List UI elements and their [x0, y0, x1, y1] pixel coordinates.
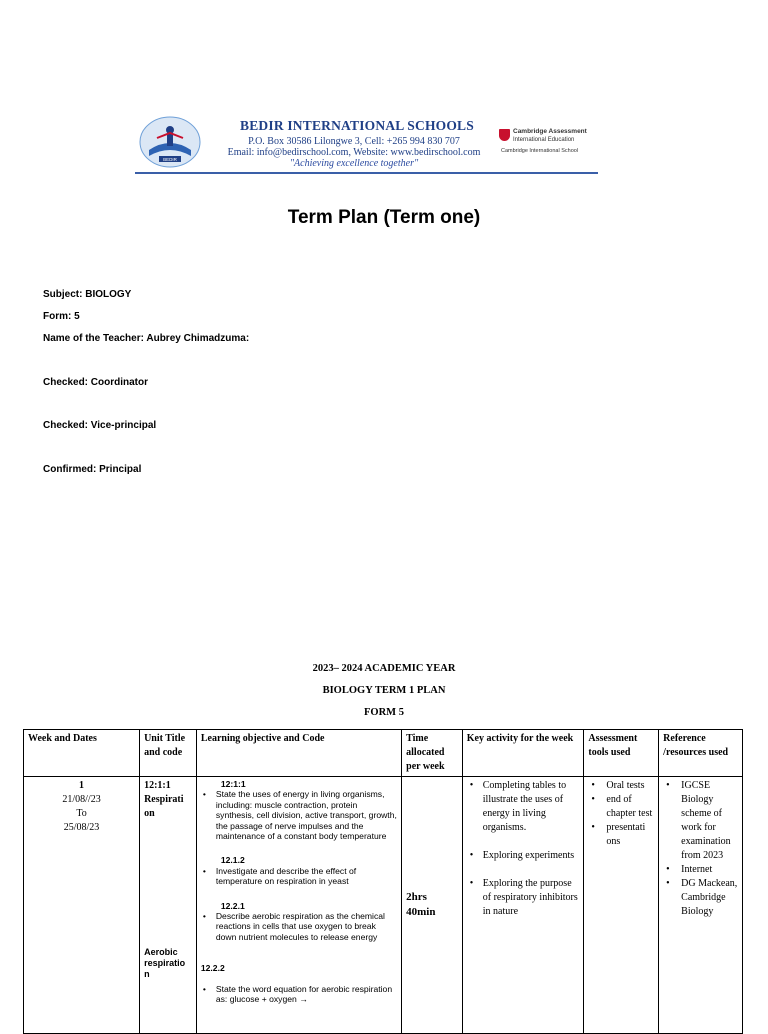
- objective-text: • State the word equation for aerobic respiration as: glucose + oxygen →: [201, 984, 397, 1005]
- form-heading: FORM 5: [364, 707, 404, 718]
- table-row: [24, 777, 743, 1034]
- time-cell: 2hrs 40min: [402, 777, 463, 1034]
- activity-item: • Exploring experiments: [467, 849, 580, 863]
- cambridge-line-1: Cambridge Assessment: [513, 128, 587, 135]
- reference-item: • DG Mackean, Cambridge Biology: [663, 877, 738, 919]
- school-contact: Email: info@bedirschool.com, Website: www.bedirschool.com: [227, 147, 481, 158]
- cambridge-line-3: Cambridge International School: [501, 148, 579, 154]
- week-date-to: 25/08/23: [63, 822, 100, 833]
- objective-text: • State the uses of energy in living organisms, including: muscle contraction, protein synthesis, cell division, active transport, growth, the passage of nerve impulses and the maintenance of a constant body temperature: [201, 789, 397, 841]
- objectives-cell: [196, 777, 401, 1034]
- week-cell: [24, 777, 140, 1034]
- week-number: 1: [79, 780, 85, 791]
- checked-coordinator-line: Checked: Coordinator: [43, 377, 149, 388]
- term-plan-table: [23, 729, 743, 1034]
- form-line: Form: 5: [43, 311, 80, 322]
- assessment-item: • Oral tests: [588, 779, 654, 793]
- header-activity: Key activity for the week: [462, 730, 584, 777]
- header-objective: Learning objective and Code: [196, 730, 401, 777]
- objective-code: 12:1:1: [220, 779, 246, 789]
- header-time: Time allocated per week: [402, 730, 463, 777]
- activity-item: • Completing tables to illustrate the uses of energy in living organisms.: [467, 779, 580, 835]
- unit-cell: [140, 777, 197, 1034]
- reference-cell: [659, 777, 743, 1034]
- letterhead-divider: [135, 172, 598, 174]
- cambridge-shield-icon: [499, 129, 510, 141]
- objective-text: • Investigate and describe the effect of temperature on respiration in yeast: [201, 866, 397, 887]
- header-week: Week and Dates: [24, 730, 140, 777]
- header-assessment: Assessment tools used: [584, 730, 659, 777]
- unit-title: Respirati on: [144, 794, 184, 819]
- checked-vice-principal-line: Checked: Vice-principal: [43, 420, 157, 431]
- cambridge-line-2: International Education: [513, 137, 575, 143]
- week-date-to-label: To: [76, 808, 87, 819]
- assessment-item: • presentati ons: [588, 821, 654, 849]
- school-logo-icon: [139, 116, 201, 168]
- school-address: P.O. Box 30586 Lilongwe 3, Cell: +265 994 830 707: [248, 136, 460, 147]
- academic-year-heading: 2023– 2024 ACADEMIC YEAR: [312, 663, 456, 674]
- subject-line: Subject: BIOLOGY: [43, 289, 132, 300]
- header-unit: Unit Title and code: [140, 730, 197, 777]
- activity-cell: [462, 777, 584, 1034]
- week-date-from: 21/08//23: [62, 794, 101, 805]
- svg-text:BEDIR: BEDIR: [163, 157, 177, 162]
- objective-code: 12.2.2: [200, 963, 225, 974]
- page-title: Term Plan (Term one): [287, 207, 481, 228]
- activity-item: • Exploring the purpose of respiratory inhibitors in nature: [467, 877, 580, 919]
- school-motto: "Achieving excellence together": [289, 158, 419, 169]
- confirmed-principal-line: Confirmed: Principal: [43, 464, 142, 475]
- reference-item: • Internet: [663, 863, 738, 877]
- school-name: BEDIR INTERNATIONAL SCHOOLS: [240, 118, 474, 133]
- teacher-line: Name of the Teacher: Aubrey Chimadzuma:: [43, 333, 250, 344]
- objective-code: 12.2.1: [220, 900, 245, 911]
- table-header-row: [24, 730, 743, 777]
- header-reference: Reference /resources used: [659, 730, 743, 777]
- unit-code: 12:1:1: [144, 780, 171, 791]
- plan-heading: BIOLOGY TERM 1 PLAN: [322, 685, 446, 696]
- assessment-item: • end of chapter test: [588, 793, 654, 821]
- unit-subtopic: Aerobic respiratio n: [144, 947, 186, 979]
- assessment-cell: [584, 777, 659, 1034]
- letterhead: [135, 112, 598, 174]
- objective-code: 12.1.2: [220, 855, 245, 866]
- objective-text: • Describe aerobic respiration as the chemical reactions in cells that use oxygen to break down nutrient molecules to release energy: [201, 911, 397, 942]
- reference-item: • IGCSE Biology scheme of work for examination from 2023: [663, 779, 738, 863]
